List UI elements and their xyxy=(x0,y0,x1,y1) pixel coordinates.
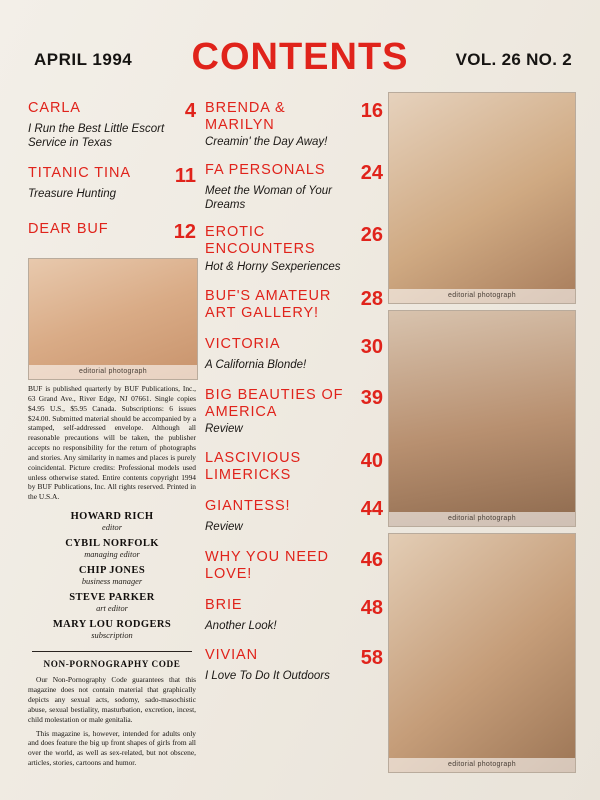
toc-column-left xyxy=(28,100,196,251)
editorial-photo xyxy=(388,310,576,527)
toc-entry-subtitle: Treasure Hunting xyxy=(28,187,116,200)
toc-entry-title: DEAR BUF xyxy=(28,221,109,238)
divider xyxy=(32,651,192,652)
toc-entry[interactable] xyxy=(205,387,383,437)
staff-role: editor xyxy=(101,523,122,533)
toc-entry[interactable] xyxy=(205,647,383,683)
toc-entry[interactable] xyxy=(205,100,383,150)
toc-entry[interactable] xyxy=(205,597,383,633)
code-paragraph-2: This magazine is, however, intended for adults only and does feature the big up front shapes of girls from all over the world, as well as sex-related, but not obscene, articles, stories, cartoons and humor. xyxy=(28,728,196,768)
staff-name: STEVE PARKER xyxy=(69,592,155,604)
toc-entry-page: 28 xyxy=(360,287,383,310)
toc-entry[interactable] xyxy=(205,498,383,534)
toc-entry[interactable] xyxy=(205,549,383,583)
toc-entry-subtitle: Hot & Horny Sexperiences xyxy=(205,260,341,273)
toc-entry[interactable] xyxy=(205,336,383,372)
toc-entry-page: 48 xyxy=(360,596,383,619)
toc-column-middle xyxy=(205,100,383,693)
staff-role: business manager xyxy=(81,577,143,587)
staff-name: HOWARD RICH xyxy=(70,511,154,523)
staff-name: CHIP JONES xyxy=(78,565,146,577)
photo-caption: editorial photograph xyxy=(389,512,575,526)
toc-entry-subtitle: A California Blonde! xyxy=(205,359,307,372)
toc-entry-title: BRIE xyxy=(205,596,243,613)
toc-entry-title: EROTIC ENCOUNTERS xyxy=(205,224,316,258)
toc-entry-title: TITANIC TINA xyxy=(28,164,131,181)
toc-entry-title: BUF'S AMATEUR ART GALLERY! xyxy=(205,287,332,322)
toc-entry[interactable] xyxy=(205,224,383,274)
toc-entry-page: 16 xyxy=(360,100,383,122)
staff-list xyxy=(28,510,196,642)
toc-entry-page: 11 xyxy=(174,164,196,187)
toc-entry-subtitle: I Love To Do It Outdoors xyxy=(205,670,330,683)
toc-entry[interactable] xyxy=(205,288,383,322)
page-title: CONTENTS xyxy=(191,36,409,78)
toc-entry-subtitle: Review xyxy=(205,521,243,534)
colophon xyxy=(28,384,196,768)
toc-entry-subtitle: Review xyxy=(205,422,243,435)
toc-entry[interactable] xyxy=(205,162,383,213)
toc-entry[interactable] xyxy=(205,450,383,484)
toc-entry-page: 30 xyxy=(360,336,383,359)
issue-date: APRIL 1994 xyxy=(34,50,133,69)
toc-entry-title: BIG BEAUTIES OF AMERICA xyxy=(205,386,344,420)
toc-entry-subtitle: Meet the Woman of Your Dreams xyxy=(205,184,332,211)
toc-entry-title: LASCIVIOUS LIMERICKS xyxy=(205,450,302,484)
toc-entry-page: 46 xyxy=(360,548,383,571)
publication-info: BUF is published quarterly by BUF Publications, Inc., 63 Grand Ave., River Edge, NJ 07661. Single copies $4.95 U.S., $5.95 Canada. Subscriptions: 6 issues $24.00. Submitted material should be accompanied by a stamped, self-addressed envelope. Although all reasonable precautions will be taken, the publisher accepts no responsibility for the return of photographs and stories. Any similarity in names and places is purely coincidental. Picture credits: Professional models used unless otherwise stated. Entire contents copyright 1994 by BUF Publications, Inc. All rights reserved. Printed in the U.S.A. xyxy=(28,384,196,502)
toc-entry-title: GIANTESS! xyxy=(205,498,291,515)
volume-number: VOL. 26 NO. 2 xyxy=(455,50,572,69)
toc-entry-page: 44 xyxy=(360,498,383,521)
masthead xyxy=(0,20,600,78)
toc-entry-page: 12 xyxy=(173,221,196,244)
toc-entry-subtitle: Creamin' the Day Away! xyxy=(205,136,328,149)
editorial-photo xyxy=(28,258,198,380)
toc-entry-page: 24 xyxy=(360,161,383,184)
toc-entry-title: WHY YOU NEED LOVE! xyxy=(205,548,329,582)
toc-entry[interactable] xyxy=(28,165,196,201)
toc-entry-subtitle: Another Look! xyxy=(205,619,277,632)
photo-caption: editorial photograph xyxy=(29,365,197,379)
code-paragraph-1: Our Non-Pornography Code guarantees that this magazine does not contain material that graphically depicts any sexual acts, sodomy, sado-masochistic abuse, sexual bestiality, masturbation, excretion, incest, child molestation or male genitalia. xyxy=(28,675,196,724)
toc-entry[interactable] xyxy=(28,100,196,151)
toc-entry-page: 58 xyxy=(360,647,383,670)
staff-name: CYBIL NORFOLK xyxy=(65,538,159,550)
staff-role: subscription xyxy=(91,631,133,641)
editorial-photo xyxy=(388,533,576,773)
toc-entry[interactable] xyxy=(28,221,196,242)
photo-caption: editorial photograph xyxy=(389,758,575,772)
toc-entry-page: 26 xyxy=(360,224,383,247)
staff-role: managing editor xyxy=(84,550,140,560)
toc-entry-page: 39 xyxy=(360,386,383,409)
toc-entry-title: VICTORIA xyxy=(205,336,281,353)
photo-caption: editorial photograph xyxy=(389,289,575,303)
editorial-photo xyxy=(388,92,576,304)
toc-entry-title: FA PERSONALS xyxy=(205,161,326,178)
toc-entry-title: VIVIAN xyxy=(205,647,258,664)
staff-role: art editor xyxy=(96,604,128,614)
toc-entry-title: BRENDA & MARILYN xyxy=(205,100,286,134)
toc-entry-page: 40 xyxy=(360,450,383,473)
toc-entry-title: CARLA xyxy=(28,100,81,116)
toc-entry-subtitle: I Run the Best Little Escort Service in Texas xyxy=(28,123,165,150)
toc-entry-page: 4 xyxy=(184,100,196,122)
code-heading: NON-PORNOGRAPHY CODE xyxy=(43,659,181,670)
staff-name: MARY LOU RODGERS xyxy=(52,619,172,631)
